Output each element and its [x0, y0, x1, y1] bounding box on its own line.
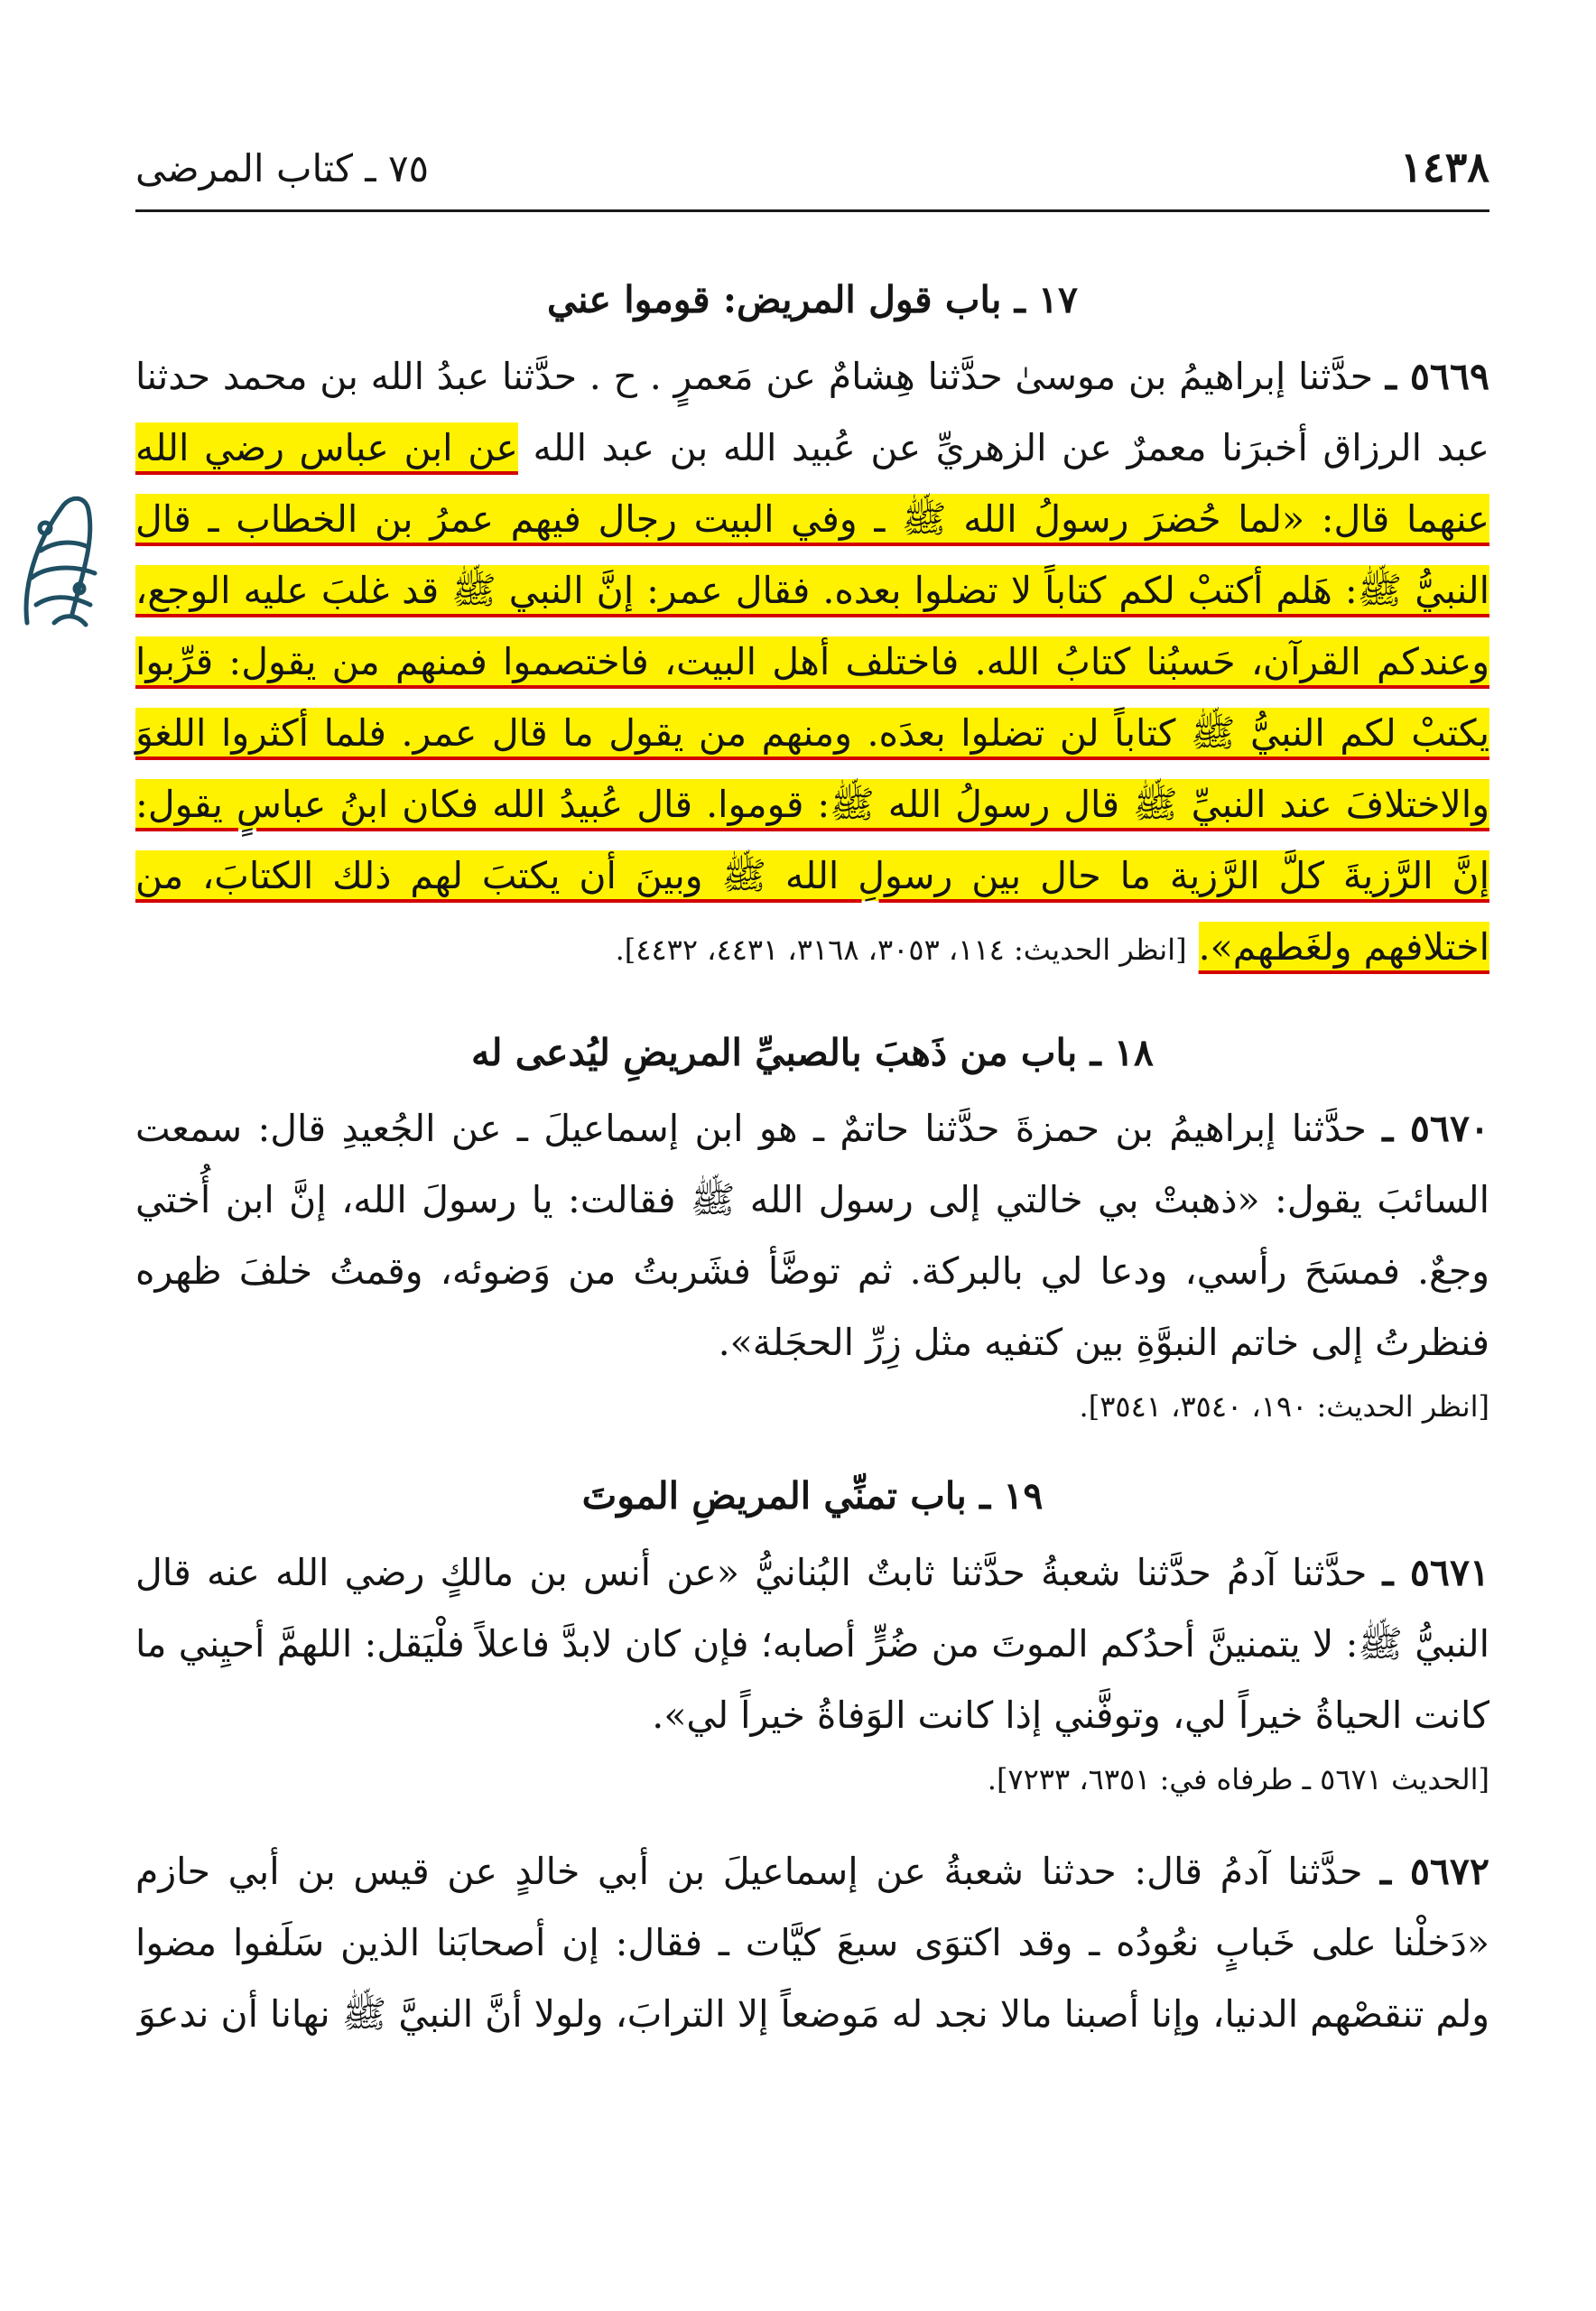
chapter-heading: ١٩ ـ باب تمنِّي المريضِ الموتَ — [581, 1474, 1044, 1518]
running-header — [135, 143, 1489, 206]
hadith-text: حدَّثنا إبراهيمُ بن حمزةَ حدَّثنا حاتمٌ ـ هو ابن إسماعيلَ ـ عن الجُعيدِ قال: سمعت السائبَ يقول: «ذهبتْ بي خالتي إلى رسول الله ﷺ فقالت: يا رسولَ الله، إنَّ ابن أُختي وجعٌ. فمسَحَ رأسي، ودعا لي بالبركة. ثم توضَّأ فشَربتُ من وَضوئه، وقمتُ خلفَ ظهره فنظرتُ إلى خاتم النبوَّةِ بين كتفيه مثل زِرِّ الحجَلة». — [135, 1107, 1489, 1365]
calligraphy-seal-icon — [9, 487, 108, 641]
hadith-5670 — [135, 1093, 1489, 1378]
hadith-5672 — [135, 1836, 1489, 2050]
hadith-5671 — [135, 1537, 1489, 1751]
page-number: ١٤٣٨ — [1400, 143, 1489, 191]
hadith-number: ٥٦٧١ ـ — [1382, 1550, 1489, 1594]
hadith-text: حدَّثنا آدمُ حدَّثنا شعبةُ حدَّثنا ثابتٌ البُنانيُّ «عن أنس بن مالكٍ رضي الله عنه قال النبيُّ ﷺ: لا يتمنينَّ أحدُكم الموتَ من ضُرٍّ أصابه؛ فإن كان لابدَّ فاعلاً فلْيَقل: اللهمَّ أحيِني ما كانت الحياةُ خيراً لي، وتوفَّني إذا كانت الوَفاةُ خيراً لي». — [135, 1550, 1489, 1737]
hadith-number: ٥٦٧٠ ـ — [1382, 1107, 1489, 1151]
chapter-heading: ١٨ ـ باب من ذَهبَ بالصبيِّ المريضِ ليُدعى له — [471, 1030, 1154, 1074]
hadith-text: حدَّثنا آدمُ قال: حدثنا شعبةُ عن إسماعيلَ بن أبي خالدٍ عن قيس بن أبي حازم «دَخلْنا على خَبابٍ نعُودُه ـ وقد اكتوَى سبعَ كيَّات ـ فقال: إن أصحابَنا الذين سَلَفوا مضوا ولم تنقصْهم الدنيا، وإنا أصبنا مالا نجد له مَوضعاً إلا الترابَ، ولولا أنَّ النبيَّ ﷺ نهانا أن ندعوَ — [135, 1849, 1489, 2036]
highlighted-passage: عن ابن عباس رضي الله عنهما قال: «لما حُضرَ رسولُ الله ﷺ ـ وفي البيت رجال فيهم عمرُ بن الخطاب ـ قال النبيُّ ﷺ: هَلم أكتبْ لكم كتاباً لا تضلوا بعده. فقال عمر: إنَّ النبي ﷺ قد غلبَ عليه الوجع، وعندكم القرآن، حَسبُنا كتابُ الله. فاختلف أهل البيت، فاختصموا فمنهم من يقول: قرِّبوا يكتبْ لكم النبيُّ ﷺ كتاباً لن تضلوا بعدَه. ومنهم من يقول ما قال عمر. فلما أكثروا اللغوَ والاختلافَ عند النبيِّ ﷺ قال رسولُ الله ﷺ: قوموا. قال عُبيدُ الله فكان ابنُ عباسٍ يقول: إنَّ الرَّزيةَ كلَّ الرَّزية ما حال بين رسولِ الله ﷺ وبينَ أن يكتبَ لهم ذلك الكتابَ، من اختلافهم ولغَطهم». — [135, 422, 1489, 972]
hadith-number: ٥٦٦٩ ـ — [1385, 354, 1489, 398]
hadith-text: حدَّثنا إبراهيمُ بن موسىٰ حدَّثنا هِشامٌ عن مَعمرٍ . ح . حدَّثنا عبدُ الله بن محمد حدثنا عبد الرزاق أخبرَنا معمرٌ عن الزهريِّ عن عُبيد الله بن عبد الله — [135, 354, 1489, 469]
hadith-number: ٥٦٧٢ ـ — [1380, 1849, 1489, 1893]
header-rule — [135, 209, 1489, 212]
chapter-heading: ١٧ ـ باب قول المريض: قوموا عني — [546, 278, 1079, 321]
hadith-5669 — [135, 341, 1489, 986]
hadith-reference: [انظر الحديث: ١٩٠، ٣٥٤٠، ٣٥٤١]. — [1079, 1389, 1489, 1425]
page-content — [135, 271, 1489, 2050]
book-title: ٧٥ ـ كتاب المرضى — [135, 146, 430, 190]
hadith-reference: [الحديث ٥٦٧١ ـ طرفاه في: ٦٣٥١، ٧٢٣٣]. — [987, 1761, 1489, 1796]
hadith-reference: [انظر الحديث: ١١٤، ٣٠٥٣، ٣١٦٨، ٤٤٣١، ٤٤٣٢]. — [615, 932, 1187, 967]
